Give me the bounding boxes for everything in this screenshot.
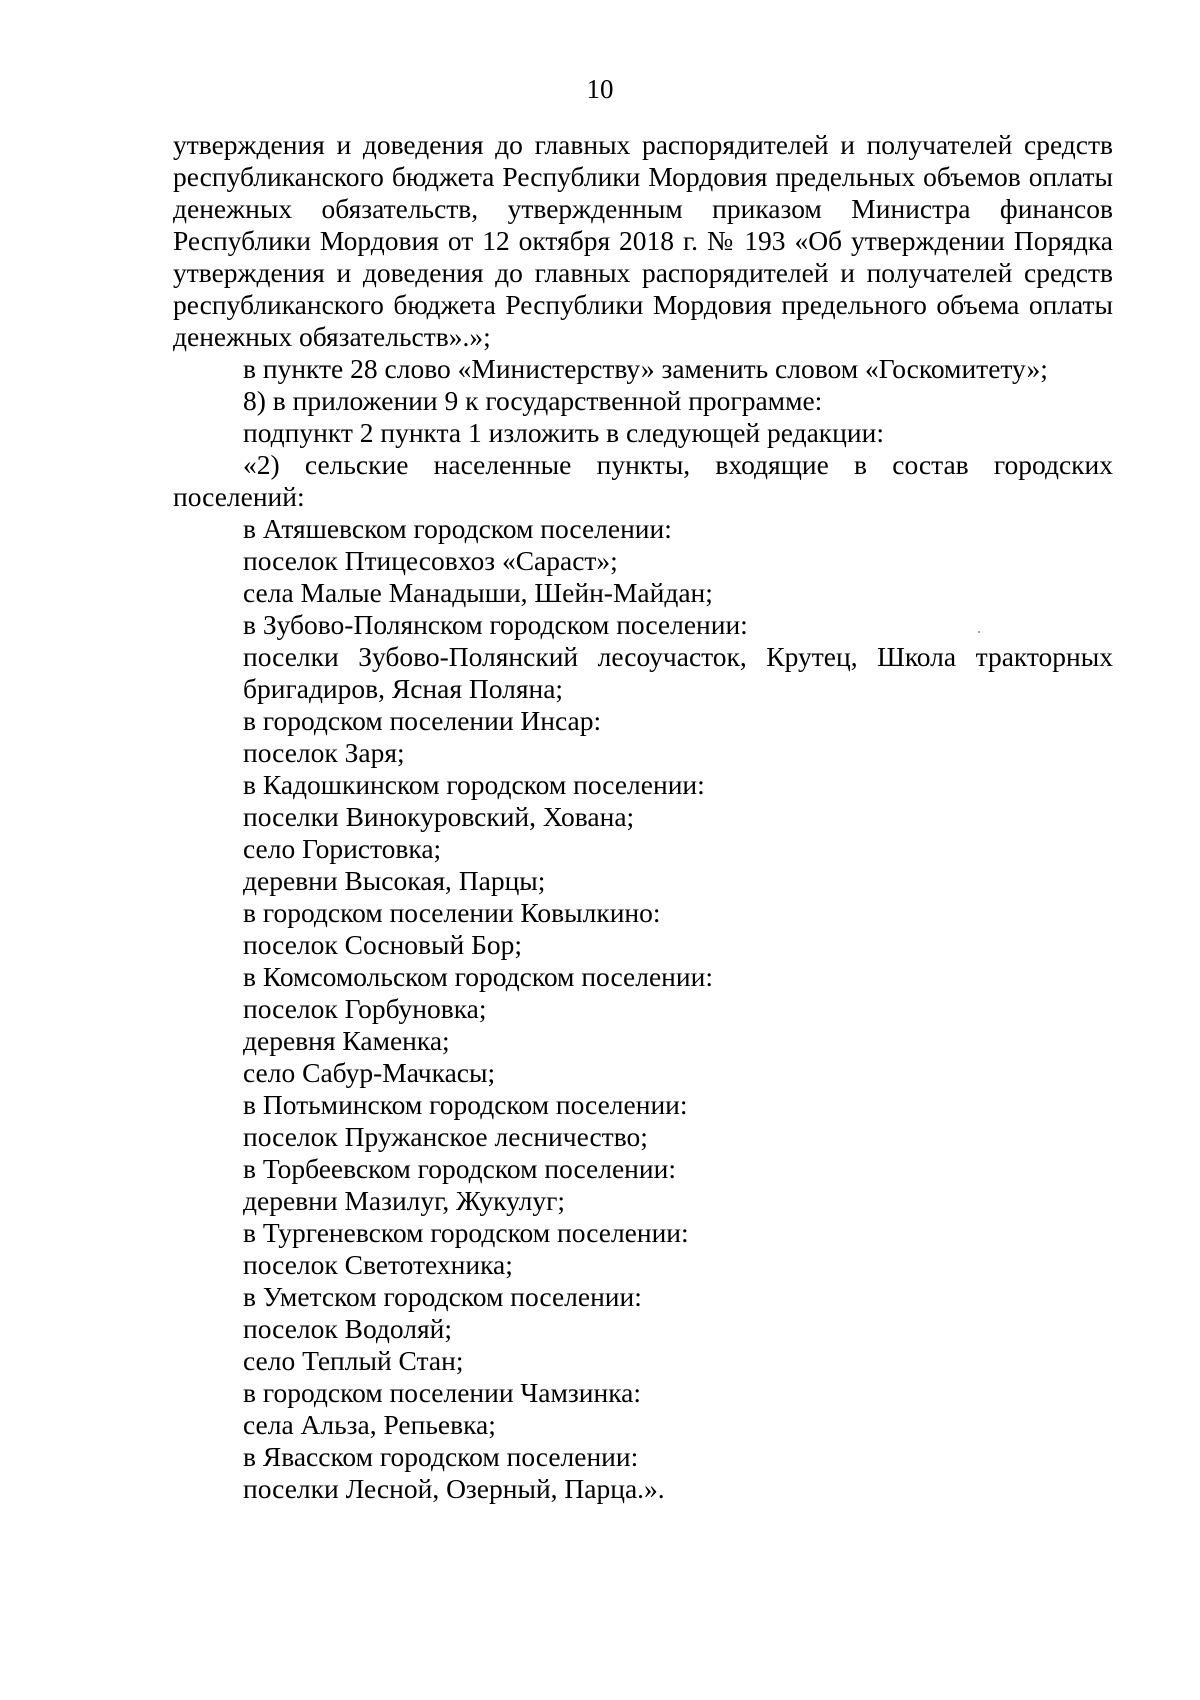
list-item: в городском поселении Инсар: xyxy=(243,705,602,736)
list-item: поселок Светотехника; xyxy=(243,1249,513,1280)
list-item: в Уметском городском поселении: xyxy=(243,1281,642,1312)
list-item: в городском поселении Ковылкино: xyxy=(243,897,661,928)
scan-speck xyxy=(978,631,980,633)
list-item: в Явасском городском поселении: xyxy=(243,1441,639,1472)
paragraph-rural-settlements: «2) сельские населенные пункты, входящие в состав городских поселений: xyxy=(173,449,1113,512)
list-item: села Альза, Репьевка; xyxy=(243,1409,496,1440)
paragraph-subpoint: подпункт 2 пункта 1 изложить в следующей редакции: xyxy=(243,417,884,448)
list-item: села Малые Манадыши, Шейн-Майдан; xyxy=(243,577,713,608)
list-item: в Потьминском городском поселении: xyxy=(243,1089,688,1120)
list-item: в Комсомольском городском поселении: xyxy=(243,961,713,992)
list-item: поселок Горбуновка; xyxy=(243,993,487,1024)
list-item: село Гористовка; xyxy=(243,833,442,864)
settlement-list xyxy=(173,513,1113,1505)
intro-paragraph: утверждения и доведения до главных распорядителей и получателей средств республиканского бюджета Республики Мордовия предельных объемов оплаты денежных обязательств, утвержденным приказом Министра финансов Республики Мордовия от 12 октября 2018 г. № 193 «Об утверждении Порядка утверждения и доведения до главных распорядителей и получателей средств республиканского бюджета Республики Мордовия предельного объема оплаты денежных обязательств».»; xyxy=(173,129,1113,352)
list-item: поселки Зубово-Полянский лесоучасток, Крутец, Школа тракторных бригадиров, Ясная Поляна; xyxy=(243,641,1113,704)
list-item: поселок Водоляй; xyxy=(243,1313,453,1344)
list-item: поселок Птицесовхоз «Сараст»; xyxy=(243,545,618,576)
list-item: деревни Высокая, Парцы; xyxy=(243,865,546,896)
document-body xyxy=(173,129,1113,1505)
page-number: 10 xyxy=(586,74,614,104)
list-item: в Торбеевском городском поселении: xyxy=(243,1153,676,1184)
list-item: в Атяшевском городском поселении: xyxy=(243,513,672,544)
list-item: в Зубово-Полянском городском поселении: xyxy=(243,609,748,640)
list-item: поселок Пружанское лесничество; xyxy=(243,1121,648,1152)
paragraph-appendix-9: 8) в приложении 9 к государственной программе: xyxy=(243,385,823,416)
list-item: деревня Каменка; xyxy=(243,1025,450,1056)
list-item: поселки Винокуровский, Хована; xyxy=(243,801,635,832)
list-item: поселок Сосновый Бор; xyxy=(243,929,523,960)
list-item: поселок Заря; xyxy=(243,737,405,768)
list-item: в Тургеневском городском поселении: xyxy=(243,1217,689,1248)
list-item: в Кадошкинском городском поселении: xyxy=(243,769,705,800)
list-item: село Сабур-Мачкасы; xyxy=(243,1057,496,1088)
list-item: в городском поселении Чамзинка: xyxy=(243,1377,641,1408)
list-item: поселки Лесной, Озерный, Парца.». xyxy=(243,1473,665,1504)
list-item: село Теплый Стан; xyxy=(243,1345,464,1376)
list-item: деревни Мазилуг, Жукулуг; xyxy=(243,1185,566,1216)
paragraph-point-28: в пункте 28 слово «Министерству» заменить словом «Госкомитету»; xyxy=(243,353,1048,384)
